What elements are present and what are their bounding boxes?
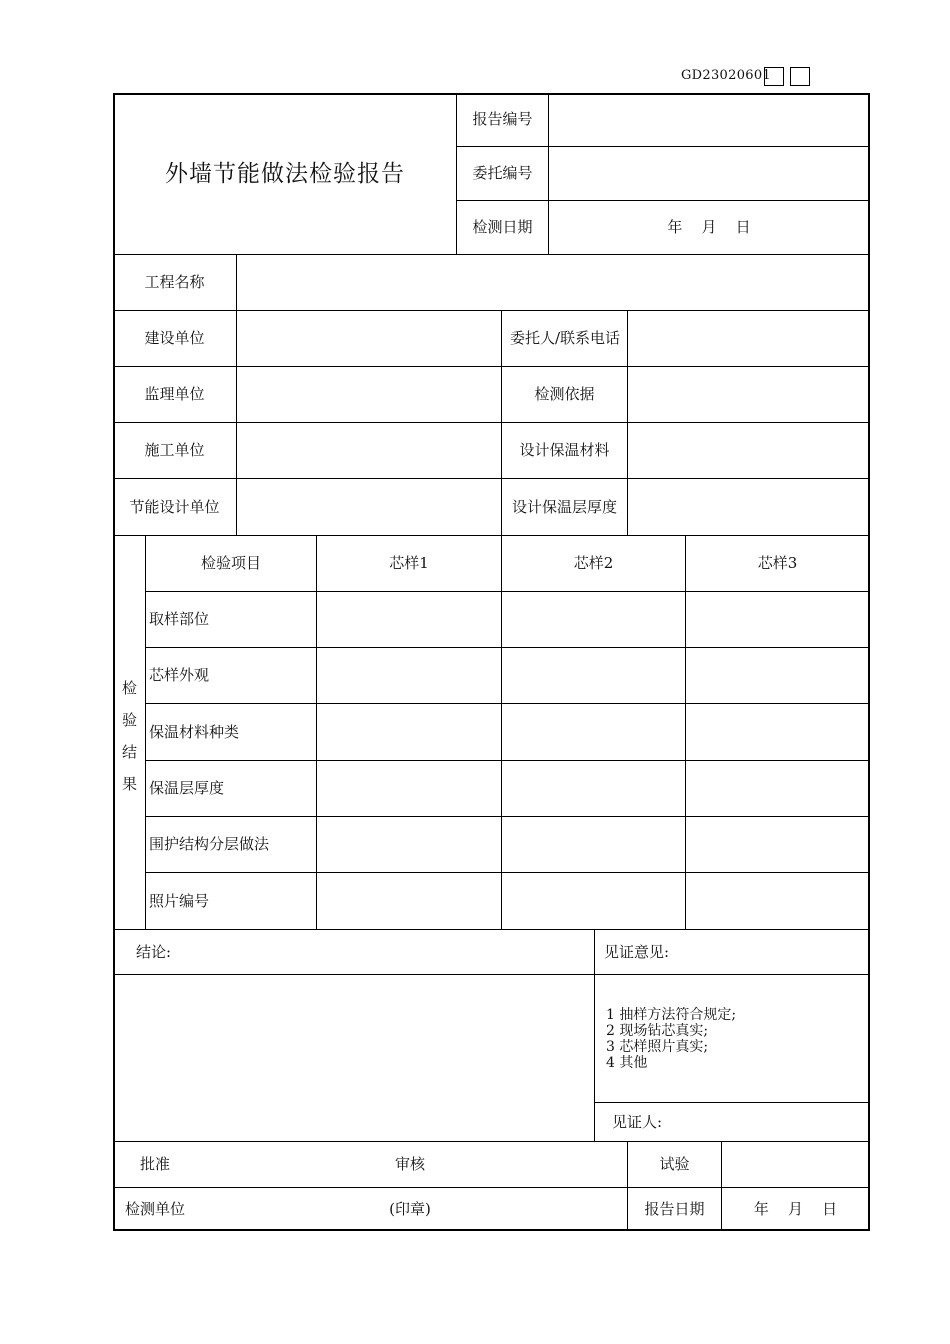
design-thickness-label: 设计保温层厚度 [511, 497, 617, 516]
constructor-field[interactable] [237, 423, 501, 478]
project-name-label: 工程名称 [144, 273, 205, 292]
grid-line [145, 535, 146, 929]
review-label: 审核 [394, 1155, 425, 1174]
approve-label: 批准 [139, 1155, 170, 1174]
row-label-insulation-type: 保温材料种类 [149, 722, 240, 741]
grid-line [594, 929, 595, 1141]
item-header: 检验项目 [200, 554, 261, 573]
commission-no-field[interactable] [549, 147, 869, 200]
test-date-field[interactable]: 年 月 日 [667, 218, 751, 237]
grid-line [316, 535, 317, 929]
side-char: 检 [121, 679, 137, 697]
builder-field[interactable] [237, 311, 501, 366]
report-date-label: 报告日期 [644, 1199, 705, 1218]
design-material-label: 设计保温材料 [519, 441, 610, 460]
witness-item: 1 抽样方法符合规定; [606, 1007, 737, 1023]
report-no-label: 报告编号 [472, 110, 533, 129]
client-contact-label: 委托人/联系电话 [509, 329, 621, 348]
commission-no-label: 委托编号 [472, 164, 533, 183]
supervisor-field[interactable] [237, 367, 501, 422]
grid-line [501, 535, 502, 929]
row-label-insulation-thickness: 保温层厚度 [149, 779, 225, 798]
test-basis-field[interactable] [628, 367, 869, 422]
code-box-1[interactable] [764, 67, 784, 86]
conclusion-label: 结论: [136, 942, 172, 961]
report-title: 外墙节能做法检验报告 [165, 160, 405, 187]
design-thickness-field[interactable] [628, 479, 869, 535]
report-no-field[interactable] [549, 93, 869, 146]
tester-field[interactable] [722, 1142, 869, 1187]
design-material-field[interactable] [628, 423, 869, 478]
witness-item: 3 芯样照片真实; [606, 1039, 709, 1055]
report-date-field[interactable]: 年 月 日 [753, 1199, 838, 1218]
project-name-field[interactable] [237, 255, 869, 310]
witness-item: 2 现场钻芯真实; [606, 1023, 709, 1039]
row-label-core-appearance: 芯样外观 [149, 666, 210, 685]
client-contact-field[interactable] [628, 311, 869, 366]
test-label: 试验 [659, 1155, 690, 1174]
row-label-layer-method: 围护结构分层做法 [149, 835, 270, 854]
side-char: 结 [121, 743, 137, 761]
constructor-label: 施工单位 [144, 441, 205, 460]
conclusion-field[interactable] [114, 975, 594, 1141]
test-unit-label: 检测单位 [124, 1199, 185, 1218]
sample-1-header: 芯样1 [389, 554, 429, 573]
sample-2-header: 芯样2 [573, 554, 614, 573]
supervisor-label: 监理单位 [144, 385, 205, 404]
row-label-sampling-position: 取样部位 [149, 610, 210, 629]
energy-designer-label: 节能设计单位 [129, 497, 220, 516]
code-box-2[interactable] [790, 67, 810, 86]
seal-label: (印章) [389, 1199, 431, 1218]
test-date-label: 检测日期 [472, 218, 533, 237]
energy-designer-field[interactable] [237, 479, 501, 535]
test-basis-label: 检测依据 [534, 385, 595, 404]
results-side-label [114, 672, 145, 800]
witness-item: 4 其他 [606, 1055, 648, 1071]
witness-opinion-label: 见证意见: [604, 942, 670, 961]
row-label-photo-no: 照片编号 [149, 891, 210, 910]
document-code: GD23020601 [681, 68, 771, 83]
builder-label: 建设单位 [144, 329, 205, 348]
side-char: 果 [121, 775, 137, 793]
witness-items-list [606, 1007, 736, 1071]
witness-label: 见证人: [612, 1112, 663, 1131]
sample-3-header: 芯样3 [757, 554, 798, 573]
side-char: 验 [121, 711, 137, 729]
grid-line [685, 535, 686, 929]
